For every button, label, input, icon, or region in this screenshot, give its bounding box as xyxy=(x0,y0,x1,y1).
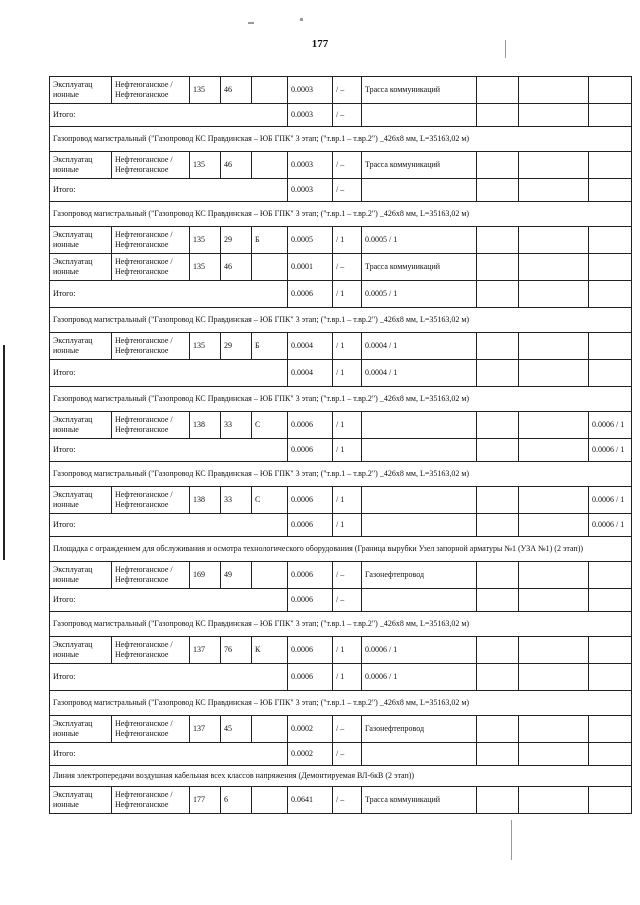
total-extra-3 xyxy=(589,179,632,202)
cell-area: 0.0006 xyxy=(288,412,333,439)
total-purpose xyxy=(362,179,477,202)
cell-allotment: 29 xyxy=(221,227,252,254)
cell-extra-1 xyxy=(477,787,519,814)
cell-extra-3 xyxy=(589,562,632,589)
cell-usage-type: Эксплуатац ионные xyxy=(50,77,112,104)
cell-quarter: 169 xyxy=(190,562,221,589)
table-row xyxy=(50,227,632,254)
total-label: Итого: xyxy=(50,360,288,387)
table-row xyxy=(50,637,632,664)
cell-quarter: 135 xyxy=(190,227,221,254)
total-row xyxy=(50,104,632,127)
total-purpose: 0.0005 / 1 xyxy=(362,281,477,308)
total-fraction: / 1 xyxy=(333,360,362,387)
cell-quarter: 137 xyxy=(190,716,221,743)
cell-category: Б xyxy=(252,333,288,360)
cell-usage-type: Эксплуатац ионные xyxy=(50,562,112,589)
cell-allotment: 46 xyxy=(221,254,252,281)
section-heading-row xyxy=(50,612,632,637)
table-row xyxy=(50,562,632,589)
total-label: Итого: xyxy=(50,589,288,612)
cell-purpose: 0.0004 / 1 xyxy=(362,333,477,360)
cell-extra-1 xyxy=(477,562,519,589)
total-extra-1 xyxy=(477,589,519,612)
cell-purpose: Газонефтепровод xyxy=(362,562,477,589)
total-extra-1 xyxy=(477,439,519,462)
total-area: 0.0006 xyxy=(288,664,333,691)
cell-extra-1 xyxy=(477,637,519,664)
total-fraction: / – xyxy=(333,589,362,612)
cell-usage-type: Эксплуатац ионные xyxy=(50,487,112,514)
total-extra-1 xyxy=(477,664,519,691)
section-heading-row xyxy=(50,462,632,487)
total-row xyxy=(50,179,632,202)
cell-quarter: 137 xyxy=(190,637,221,664)
cell-area: 0.0004 xyxy=(288,333,333,360)
cell-forestry: Нефтеюганское / Нефтеюганское xyxy=(112,254,190,281)
cell-purpose: 0.0006 / 1 xyxy=(362,637,477,664)
total-fraction: / 1 xyxy=(333,514,362,537)
total-extra-1 xyxy=(477,514,519,537)
cell-extra-3 xyxy=(589,227,632,254)
cell-extra-1 xyxy=(477,716,519,743)
cell-extra-2 xyxy=(519,254,589,281)
cell-category: С xyxy=(252,487,288,514)
total-label: Итого: xyxy=(50,281,288,308)
cell-forestry: Нефтеюганское / Нефтеюганское xyxy=(112,412,190,439)
cell-extra-1 xyxy=(477,227,519,254)
total-extra-1 xyxy=(477,281,519,308)
cell-fraction: / – xyxy=(333,254,362,281)
total-extra-1 xyxy=(477,179,519,202)
cell-purpose: 0.0005 / 1 xyxy=(362,227,477,254)
cell-allotment: 76 xyxy=(221,637,252,664)
table-row xyxy=(50,487,632,514)
cell-quarter: 138 xyxy=(190,487,221,514)
section-heading: Газопровод магистральный ("Газопровод КС Правдинская – ЮБ ГПК" 3 этап; ("т.вр.1 – т.вр.2") _426х8 мм, L=35163,02 м) xyxy=(50,202,632,227)
section-heading: Площадка с ограждением для обслуживания и осмотра технологического оборудования (Граница вырубки Узел запорной арматуры №1 (УЗА №1) (2 этап)) xyxy=(50,537,632,562)
section-heading: Газопровод магистральный ("Газопровод КС Правдинская – ЮБ ГПК" 3 этап; ("т.вр.1 – т.вр.2") _426х8 мм, L=35163,02 м) xyxy=(50,612,632,637)
cell-extra-3 xyxy=(589,716,632,743)
cell-quarter: 135 xyxy=(190,152,221,179)
total-extra-2 xyxy=(519,664,589,691)
cell-fraction: / – xyxy=(333,152,362,179)
cell-category xyxy=(252,787,288,814)
cell-extra-2 xyxy=(519,77,589,104)
table-row xyxy=(50,412,632,439)
cell-extra-3 xyxy=(589,333,632,360)
cell-category xyxy=(252,77,288,104)
cell-forestry: Нефтеюганское / Нефтеюганское xyxy=(112,487,190,514)
total-fraction: / 1 xyxy=(333,664,362,691)
cell-forestry: Нефтеюганское / Нефтеюганское xyxy=(112,333,190,360)
cell-area: 0.0002 xyxy=(288,716,333,743)
total-area: 0.0002 xyxy=(288,743,333,766)
total-extra-3: 0.0006 / 1 xyxy=(589,439,632,462)
total-row xyxy=(50,439,632,462)
cell-extra-2 xyxy=(519,412,589,439)
cell-fraction: / – xyxy=(333,716,362,743)
total-area: 0.0006 xyxy=(288,439,333,462)
total-label: Итого: xyxy=(50,439,288,462)
cell-extra-1 xyxy=(477,333,519,360)
total-extra-1 xyxy=(477,743,519,766)
section-heading: Газопровод магистральный ("Газопровод КС Правдинская – ЮБ ГПК" 3 этап; ("т.вр.1 – т.вр.2") _426х8 мм, L=35163,02 м) xyxy=(50,691,632,716)
cell-extra-3 xyxy=(589,637,632,664)
cell-extra-3: 0.0006 / 1 xyxy=(589,412,632,439)
total-extra-3 xyxy=(589,664,632,691)
cell-area: 0.0003 xyxy=(288,152,333,179)
total-area: 0.0006 xyxy=(288,281,333,308)
cell-purpose xyxy=(362,487,477,514)
total-area: 0.0006 xyxy=(288,589,333,612)
margin-bar xyxy=(3,345,5,560)
total-extra-3 xyxy=(589,360,632,387)
cell-purpose: Трасса коммуникаций xyxy=(362,787,477,814)
scan-mark xyxy=(505,40,506,58)
cell-area: 0.0006 xyxy=(288,637,333,664)
total-fraction: / – xyxy=(333,104,362,127)
cell-purpose: Трасса коммуникаций xyxy=(362,152,477,179)
total-purpose xyxy=(362,439,477,462)
cell-usage-type: Эксплуатац ионные xyxy=(50,227,112,254)
cell-extra-3 xyxy=(589,152,632,179)
total-extra-2 xyxy=(519,439,589,462)
total-purpose xyxy=(362,589,477,612)
cell-category xyxy=(252,716,288,743)
total-row xyxy=(50,514,632,537)
cell-extra-1 xyxy=(477,152,519,179)
cell-allotment: 49 xyxy=(221,562,252,589)
cell-purpose: Трасса коммуникаций xyxy=(362,77,477,104)
cell-extra-2 xyxy=(519,716,589,743)
total-area: 0.0004 xyxy=(288,360,333,387)
section-heading-row xyxy=(50,202,632,227)
section-heading: Линия электропередачи воздушная кабельная всех классов напряжения (Демонтируемая ВЛ-6кВ (2 этап)) xyxy=(50,766,632,787)
cell-purpose: Трасса коммуникаций xyxy=(362,254,477,281)
cell-allotment: 33 xyxy=(221,487,252,514)
cell-extra-3 xyxy=(589,787,632,814)
cell-usage-type: Эксплуатац ионные xyxy=(50,152,112,179)
cell-usage-type: Эксплуатац ионные xyxy=(50,254,112,281)
cell-fraction: / 1 xyxy=(333,487,362,514)
total-row xyxy=(50,589,632,612)
cell-extra-2 xyxy=(519,787,589,814)
table-row xyxy=(50,77,632,104)
total-row xyxy=(50,743,632,766)
scan-mark xyxy=(511,820,512,860)
cell-fraction: / – xyxy=(333,562,362,589)
cell-allotment: 29 xyxy=(221,333,252,360)
cell-allotment: 6 xyxy=(221,787,252,814)
total-label: Итого: xyxy=(50,104,288,127)
cell-category xyxy=(252,562,288,589)
table-body xyxy=(50,77,632,814)
total-extra-3: 0.0006 / 1 xyxy=(589,514,632,537)
scan-mark xyxy=(248,22,254,24)
total-extra-2 xyxy=(519,743,589,766)
cell-forestry: Нефтеюганское / Нефтеюганское xyxy=(112,716,190,743)
cell-area: 0.0005 xyxy=(288,227,333,254)
total-purpose: 0.0004 / 1 xyxy=(362,360,477,387)
total-label: Итого: xyxy=(50,514,288,537)
total-purpose xyxy=(362,514,477,537)
cell-extra-1 xyxy=(477,77,519,104)
cell-category xyxy=(252,152,288,179)
total-fraction: / – xyxy=(333,743,362,766)
cell-usage-type: Эксплуатац ионные xyxy=(50,637,112,664)
total-fraction: / 1 xyxy=(333,439,362,462)
total-extra-2 xyxy=(519,360,589,387)
cell-fraction: / – xyxy=(333,787,362,814)
cell-fraction: / 1 xyxy=(333,637,362,664)
section-heading: Газопровод магистральный ("Газопровод КС Правдинская – ЮБ ГПК" 3 этап; ("т.вр.1 – т.вр.2") _426х8 мм, L=35163,02 м) xyxy=(50,127,632,152)
page-number: 177 xyxy=(311,38,329,50)
cell-quarter: 135 xyxy=(190,77,221,104)
cell-fraction: / 1 xyxy=(333,412,362,439)
cell-category xyxy=(252,254,288,281)
cell-quarter: 135 xyxy=(190,254,221,281)
total-extra-1 xyxy=(477,360,519,387)
cell-allotment: 46 xyxy=(221,152,252,179)
cell-usage-type: Эксплуатац ионные xyxy=(50,787,112,814)
cell-forestry: Нефтеюганское / Нефтеюганское xyxy=(112,77,190,104)
cell-fraction: / – xyxy=(333,77,362,104)
cell-allotment: 46 xyxy=(221,77,252,104)
total-label: Итого: xyxy=(50,664,288,691)
cell-category: С xyxy=(252,412,288,439)
cell-category: Б xyxy=(252,227,288,254)
cell-extra-3 xyxy=(589,254,632,281)
cell-allotment: 45 xyxy=(221,716,252,743)
cell-category: К xyxy=(252,637,288,664)
cell-extra-2 xyxy=(519,152,589,179)
total-row xyxy=(50,281,632,308)
cell-usage-type: Эксплуатац ионные xyxy=(50,333,112,360)
cell-fraction: / 1 xyxy=(333,227,362,254)
total-extra-2 xyxy=(519,589,589,612)
table-row xyxy=(50,254,632,281)
cell-extra-2 xyxy=(519,637,589,664)
section-heading-row xyxy=(50,308,632,333)
section-heading-row xyxy=(50,766,632,787)
total-label: Итого: xyxy=(50,743,288,766)
cell-extra-2 xyxy=(519,227,589,254)
total-extra-1 xyxy=(477,104,519,127)
total-extra-3 xyxy=(589,589,632,612)
cell-extra-3 xyxy=(589,77,632,104)
cell-forestry: Нефтеюганское / Нефтеюганское xyxy=(112,227,190,254)
section-heading: Газопровод магистральный ("Газопровод КС Правдинская – ЮБ ГПК" 3 этап; ("т.вр.1 – т.вр.2") _426х8 мм, L=35163,02 м) xyxy=(50,462,632,487)
total-area: 0.0003 xyxy=(288,104,333,127)
cell-quarter: 135 xyxy=(190,333,221,360)
total-extra-2 xyxy=(519,514,589,537)
section-heading-row xyxy=(50,127,632,152)
total-row xyxy=(50,664,632,691)
section-heading-row xyxy=(50,537,632,562)
cell-area: 0.0001 xyxy=(288,254,333,281)
total-fraction: / – xyxy=(333,179,362,202)
cell-area: 0.0003 xyxy=(288,77,333,104)
cell-area: 0.0006 xyxy=(288,562,333,589)
total-label: Итого: xyxy=(50,179,288,202)
cell-quarter: 177 xyxy=(190,787,221,814)
cell-extra-1 xyxy=(477,254,519,281)
table-row xyxy=(50,787,632,814)
cell-extra-1 xyxy=(477,487,519,514)
cell-extra-1 xyxy=(477,412,519,439)
scan-mark xyxy=(300,18,303,21)
section-heading: Газопровод магистральный ("Газопровод КС Правдинская – ЮБ ГПК" 3 этап; ("т.вр.1 – т.вр.2") _426х8 мм, L=35163,02 м) xyxy=(50,387,632,412)
total-purpose xyxy=(362,743,477,766)
total-fraction: / 1 xyxy=(333,281,362,308)
land-plot-table xyxy=(49,76,632,814)
cell-quarter: 138 xyxy=(190,412,221,439)
cell-extra-3: 0.0006 / 1 xyxy=(589,487,632,514)
cell-forestry: Нефтеюганское / Нефтеюганское xyxy=(112,152,190,179)
total-extra-2 xyxy=(519,179,589,202)
total-extra-3 xyxy=(589,281,632,308)
cell-forestry: Нефтеюганское / Нефтеюганское xyxy=(112,562,190,589)
total-area: 0.0006 xyxy=(288,514,333,537)
total-extra-2 xyxy=(519,104,589,127)
table-row xyxy=(50,152,632,179)
cell-area: 0.0641 xyxy=(288,787,333,814)
cell-extra-2 xyxy=(519,333,589,360)
cell-purpose: Газонефтепровод xyxy=(362,716,477,743)
table-row xyxy=(50,716,632,743)
cell-fraction: / 1 xyxy=(333,333,362,360)
cell-allotment: 33 xyxy=(221,412,252,439)
cell-extra-2 xyxy=(519,562,589,589)
total-purpose xyxy=(362,104,477,127)
total-purpose: 0.0006 / 1 xyxy=(362,664,477,691)
total-extra-3 xyxy=(589,104,632,127)
cell-forestry: Нефтеюганское / Нефтеюганское xyxy=(112,787,190,814)
cell-forestry: Нефтеюганское / Нефтеюганское xyxy=(112,637,190,664)
section-heading: Газопровод магистральный ("Газопровод КС Правдинская – ЮБ ГПК" 3 этап; ("т.вр.1 – т.вр.2") _426х8 мм, L=35163,02 м) xyxy=(50,308,632,333)
section-heading-row xyxy=(50,691,632,716)
cell-extra-2 xyxy=(519,487,589,514)
total-area: 0.0003 xyxy=(288,179,333,202)
cell-usage-type: Эксплуатац ионные xyxy=(50,716,112,743)
total-extra-2 xyxy=(519,281,589,308)
table-row xyxy=(50,333,632,360)
total-extra-3 xyxy=(589,743,632,766)
cell-purpose xyxy=(362,412,477,439)
cell-area: 0.0006 xyxy=(288,487,333,514)
total-row xyxy=(50,360,632,387)
section-heading-row xyxy=(50,387,632,412)
cell-usage-type: Эксплуатац ионные xyxy=(50,412,112,439)
